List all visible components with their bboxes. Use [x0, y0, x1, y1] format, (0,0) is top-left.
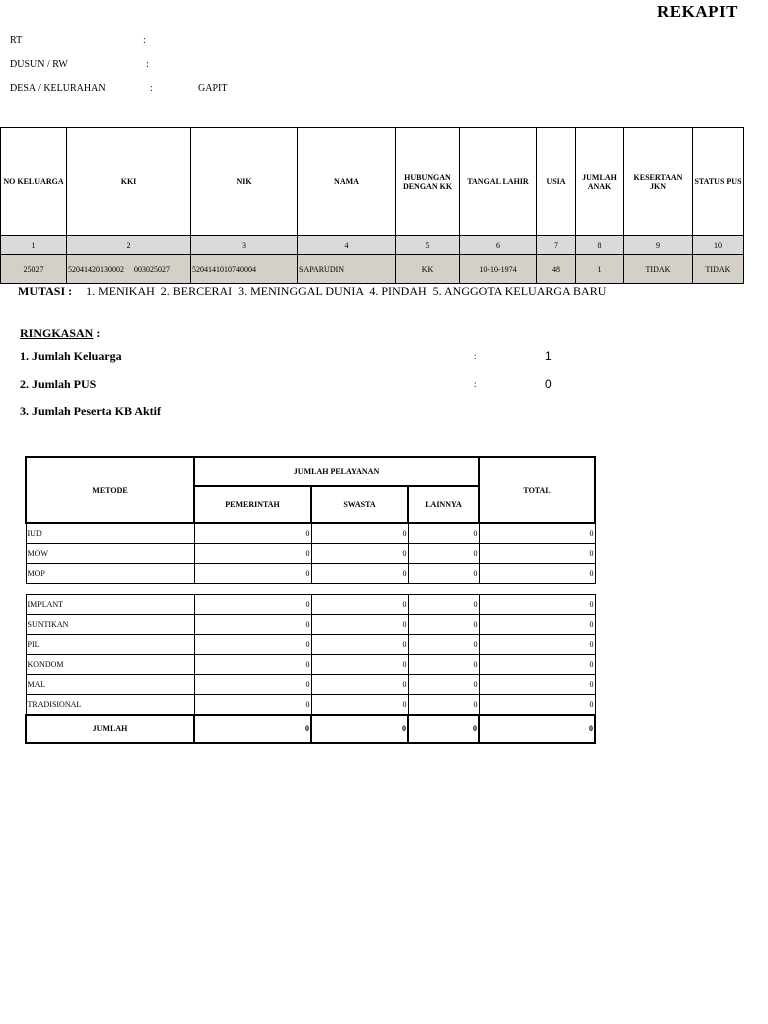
cell-no-keluarga: 25027	[1, 255, 67, 284]
method-value: 0	[194, 523, 311, 543]
method-total: 0	[479, 695, 595, 715]
method-name: IUD	[26, 523, 194, 543]
cell-nik: 5204141010740004	[191, 255, 298, 284]
table-row	[26, 655, 595, 675]
summary-label: 2. Jumlah PUS	[20, 377, 97, 391]
mutasi-label: MUTASI :	[18, 284, 73, 298]
dusun-colon: :	[146, 59, 149, 70]
column-number: 1	[1, 236, 67, 255]
method-value: 0	[408, 695, 479, 715]
cell-status-pus: TIDAK	[693, 255, 744, 284]
mutasi-legend	[18, 284, 606, 299]
header-cell: STATUS PUS	[693, 128, 744, 236]
method-value: 0	[194, 563, 311, 583]
method-total: 0	[479, 635, 595, 655]
column-number: 6	[460, 236, 537, 255]
method-value: 0	[194, 635, 311, 655]
method-name: SUNTIKAN	[26, 615, 194, 635]
header-cell: KESERTAAN JKN	[624, 128, 693, 236]
column-number: 5	[396, 236, 460, 255]
metode-header: METODE	[26, 457, 194, 523]
header-cell: TANGAL LAHIR	[460, 128, 537, 236]
table-row	[26, 563, 595, 583]
desa-value: GAPIT	[198, 83, 228, 94]
header-cell: NIK	[191, 128, 298, 236]
summary-value: 0	[545, 377, 552, 391]
method-total: 0	[479, 563, 595, 583]
table-row	[26, 675, 595, 695]
table-row	[1, 255, 744, 284]
header-cell: HUBUNGAN DENGAN KK	[396, 128, 460, 236]
table-row	[26, 543, 595, 563]
jumlah-value: 0	[194, 715, 311, 743]
mutasi-text: 1. MENIKAH 2. BERCERAI 3. MENINGGAL DUNIA 4. PINDAH 5. ANGGOTA KELUARGA BARU	[86, 284, 607, 298]
method-value: 0	[311, 655, 408, 675]
cell-jkn: TIDAK	[624, 255, 693, 284]
cell-jumlah-anak: 1	[576, 255, 624, 284]
table-row	[26, 695, 595, 715]
method-value: 0	[408, 635, 479, 655]
summary-label: 3. Jumlah Peserta KB Aktif	[20, 404, 161, 418]
method-value: 0	[408, 595, 479, 615]
method-total: 0	[479, 615, 595, 635]
cell-tanggal-lahir: 10-10-1974	[460, 255, 537, 284]
method-value: 0	[408, 615, 479, 635]
table-row	[26, 523, 595, 543]
method-value: 0	[194, 543, 311, 563]
page-title: REKAPIT	[657, 2, 738, 21]
pemerintah-header: PEMERINTAH	[194, 486, 311, 523]
cell-nama: SAPARUDIN	[298, 255, 396, 284]
header-cell: NO KELUARGA	[1, 128, 67, 236]
column-number: 3	[191, 236, 298, 255]
table-header-row	[1, 128, 744, 236]
ringkasan-heading	[20, 326, 100, 341]
ringkasan-title-suffix: :	[93, 326, 101, 340]
dusun-label: DUSUN / RW	[10, 59, 68, 70]
header-cell: NAMA	[298, 128, 396, 236]
method-total: 0	[479, 675, 595, 695]
table-row	[26, 615, 595, 635]
lainnya-header: LAINNYA	[408, 486, 479, 523]
column-number: 10	[693, 236, 744, 255]
column-number: 9	[624, 236, 693, 255]
header-cell: JUMLAH ANAK	[576, 128, 624, 236]
family-table	[0, 127, 744, 284]
ringkasan-title: RINGKASAN	[20, 326, 94, 340]
jumlah-pelayanan-header: JUMLAH PELAYANAN	[194, 457, 479, 486]
method-name: MAL	[26, 675, 194, 695]
method-value: 0	[194, 595, 311, 615]
cell-kki: 52041420130002 003025027	[67, 255, 191, 284]
cell-usia: 48	[537, 255, 576, 284]
cell-hubungan: KK	[396, 255, 460, 284]
method-value: 0	[311, 563, 408, 583]
summary-colon: :	[474, 379, 477, 389]
summary-colon: :	[474, 351, 477, 361]
swasta-header: SWASTA	[311, 486, 408, 523]
header-cell: USIA	[537, 128, 576, 236]
method-value: 0	[408, 655, 479, 675]
method-name: KONDOM	[26, 655, 194, 675]
method-total: 0	[479, 595, 595, 615]
method-name: MOP	[26, 563, 194, 583]
method-total: 0	[479, 655, 595, 675]
method-name: IMPLANT	[26, 595, 194, 615]
method-value: 0	[194, 695, 311, 715]
method-value: 0	[408, 563, 479, 583]
method-header-row	[26, 457, 595, 486]
method-total: 0	[479, 523, 595, 543]
method-value: 0	[408, 523, 479, 543]
jumlah-total: 0	[479, 715, 595, 743]
column-number: 8	[576, 236, 624, 255]
method-value: 0	[194, 615, 311, 635]
method-value: 0	[311, 523, 408, 543]
method-value: 0	[194, 675, 311, 695]
method-name: MOW	[26, 543, 194, 563]
method-value: 0	[311, 635, 408, 655]
method-name: TRADISIONAL	[26, 695, 194, 715]
summary-label: 1. Jumlah Keluarga	[20, 349, 122, 363]
method-table-continued	[25, 594, 596, 744]
method-value: 0	[311, 695, 408, 715]
jumlah-row	[26, 715, 595, 743]
summary-value: 1	[545, 349, 552, 363]
method-name: PIL	[26, 635, 194, 655]
desa-label: DESA / KELURAHAN	[10, 83, 106, 94]
method-value: 0	[194, 655, 311, 675]
jumlah-value: 0	[408, 715, 479, 743]
method-value: 0	[311, 675, 408, 695]
method-total: 0	[479, 543, 595, 563]
method-value: 0	[311, 595, 408, 615]
table-row	[26, 635, 595, 655]
rt-colon: :	[143, 35, 146, 46]
column-number: 2	[67, 236, 191, 255]
jumlah-value: 0	[311, 715, 408, 743]
column-number-row	[1, 236, 744, 255]
method-value: 0	[408, 543, 479, 563]
column-number: 4	[298, 236, 396, 255]
jumlah-label: JUMLAH	[26, 715, 194, 743]
method-value: 0	[408, 675, 479, 695]
rt-label: RT	[10, 35, 23, 46]
total-header: TOTAL	[479, 457, 595, 523]
header-cell: KKI	[67, 128, 191, 236]
desa-colon: :	[150, 83, 153, 94]
method-table	[25, 456, 596, 584]
column-number: 7	[537, 236, 576, 255]
method-value: 0	[311, 543, 408, 563]
method-value: 0	[311, 615, 408, 635]
table-row	[26, 595, 595, 615]
